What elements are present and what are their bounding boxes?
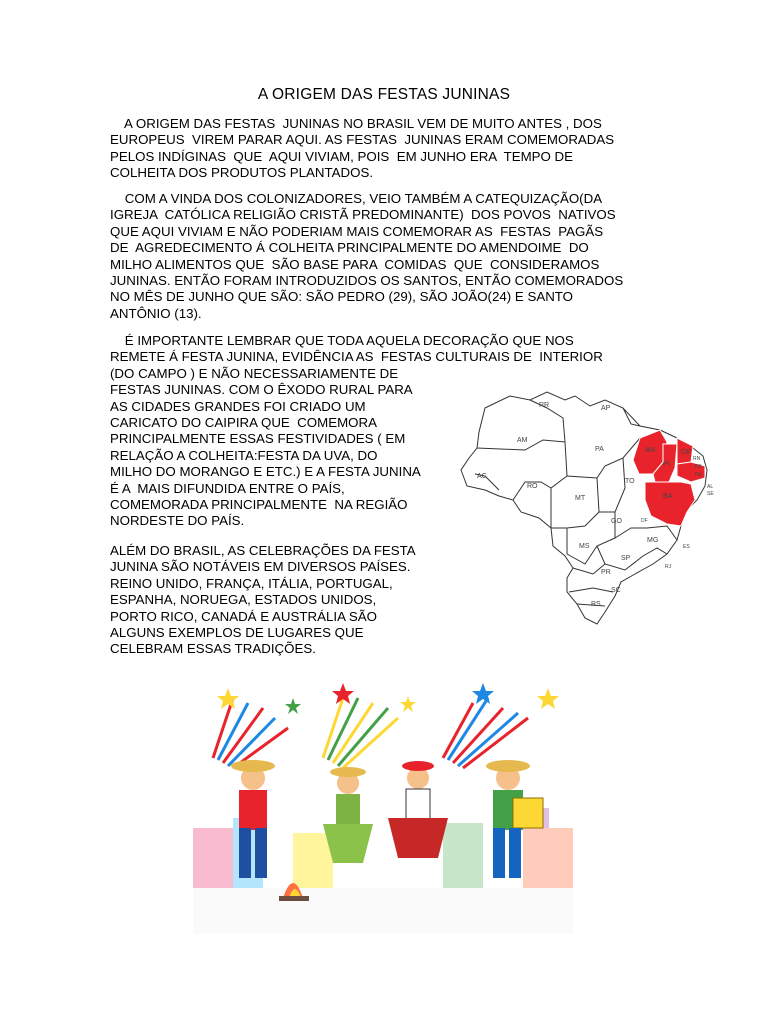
text-line: COM A VINDA DOS COLONIZADORES, VEIO TAMBÉM A CATEQUIZAÇÃO(DA <box>110 191 603 206</box>
text-line: CARICATO DO CAIPIRA QUE COMEMORA <box>110 415 377 431</box>
svg-text:PA: PA <box>595 446 604 453</box>
text-line: PELOS INDÍGINAS QUE AQUI VIVIAM, POIS EM JUNHO ERA TEMPO DE <box>110 148 574 164</box>
svg-text:ES: ES <box>683 544 690 550</box>
text-line: PORTO RICO, CANADÁ E AUSTRÁLIA SÃO <box>110 608 377 624</box>
svg-text:RR: RR <box>539 402 550 409</box>
text-line: CELEBRAM ESSAS TRADIÇÕES. <box>110 641 316 657</box>
svg-text:PR: PR <box>601 569 611 576</box>
svg-text:SP: SP <box>621 555 631 562</box>
text-line: IGREJA CATÓLICA RELIGIÃO CRISTÃ PREDOMINANTE) DOS POVOS NATIVOS <box>110 207 616 223</box>
document-title: A ORIGEM DAS FESTAS JUNINAS <box>257 86 511 103</box>
festa-junina-illustration <box>193 668 573 934</box>
svg-text:RN: RN <box>693 456 701 462</box>
svg-text:SC: SC <box>611 587 621 594</box>
brazil-map <box>455 378 730 628</box>
svg-text:AP: AP <box>601 405 611 412</box>
svg-text:MT: MT <box>575 495 586 502</box>
text-line: QUE AQUI VIVIAM E NÃO PODERIAM MAIS COMEMORAR AS FESTAS PAGÃS <box>110 223 604 239</box>
text-line: NORDESTE DO PAÍS. <box>110 513 245 529</box>
svg-text:AC: AC <box>477 473 487 480</box>
text-line: MILHO ALIMENTOS QUE SÃO BASE PARA COMIDAS QUE CONSIDERAMOS <box>110 256 600 272</box>
text-line: REINO UNIDO, FRANÇA, ITÁLIA, PORTUGAL, <box>110 575 393 591</box>
text-line: ALÉM DO BRASIL, AS CELEBRAÇÕES DA FESTA <box>110 543 416 558</box>
svg-text:RJ: RJ <box>665 564 672 570</box>
text-line: COLHEITA DOS PRODUTOS PLANTADOS. <box>110 165 374 181</box>
svg-text:DF: DF <box>641 518 648 524</box>
text-line: ANTÔNIO (13). <box>110 305 202 321</box>
text-line: É IMPORTANTE LEMBRAR QUE TODA AQUELA DECORAÇÃO QUE NOS <box>110 333 574 348</box>
svg-text:AL: AL <box>707 484 714 490</box>
text-line: JUNINAS. ENTÃO FORAM INTRODUZIDOS OS SANTOS, ENTÃO COMEMORADOS <box>110 273 624 289</box>
svg-text:RS: RS <box>591 601 601 608</box>
paragraph-1 <box>110 116 660 182</box>
svg-text:MG: MG <box>647 537 659 544</box>
text-line: JUNINA SÃO NOTÁVEIS EM DIVERSOS PAÍSES. <box>110 559 411 575</box>
svg-text:GO: GO <box>611 518 622 525</box>
svg-text:PI: PI <box>663 461 670 468</box>
text-line: NO MÊS DE JUNHO QUE SÃO: SÃO PEDRO (29), SÃO JOÃO(24) E SANTO <box>110 289 574 305</box>
text-line: (DO CAMPO ) E NÃO NECESSARIAMENTE DE <box>110 365 399 381</box>
text-line: FESTAS JUNINAS. COM O ÊXODO RURAL PARA <box>110 382 413 398</box>
svg-text:BA: BA <box>663 493 673 500</box>
text-line: PRINCIPALMENTE ESSAS FESTIVIDADES ( EM <box>110 431 406 447</box>
text-line: RELAÇÃO A COLHEITA:FESTA DA UVA, DO <box>110 447 378 463</box>
text-line: ALGUNS EXEMPLOS DE LUGARES QUE <box>110 625 364 641</box>
text-line: DE AGREDECIMENTO Á COLHEITA PRINCIPALMENTE DO AMENDOIME DO <box>110 240 589 256</box>
svg-text:PE: PE <box>695 472 702 478</box>
svg-text:TO: TO <box>625 478 635 485</box>
svg-text:RO: RO <box>527 483 538 490</box>
svg-text:SE: SE <box>707 491 714 497</box>
text-line: É A MAIS DIFUNDIDA ENTRE O PAÍS, <box>110 480 345 496</box>
text-line: COMEMORADA PRINCIPALMENTE NA REGIÃO <box>110 497 408 513</box>
text-line: A ORIGEM DAS FESTAS JUNINAS NO BRASIL VEM DE MUITO ANTES , DOS <box>110 116 602 131</box>
svg-text:MS: MS <box>579 543 590 550</box>
text-line: REMETE Á FESTA JUNINA, EVIDÊNCIA AS FESTAS CULTURAIS DE INTERIOR <box>110 349 603 365</box>
svg-text:MA: MA <box>645 447 656 454</box>
text-line: ESPANHA, NORUEGA, ESTADOS UNIDOS, <box>110 592 377 608</box>
svg-text:PB: PB <box>695 464 702 470</box>
text-line: MILHO DO MORANGO E ETC.) E A FESTA JUNINA <box>110 464 421 480</box>
text-line: AS CIDADES GRANDES FOI CRIADO UM <box>110 398 366 414</box>
svg-text:AM: AM <box>517 437 528 444</box>
paragraph-2 <box>110 191 660 322</box>
text-line: EUROPEUS VIREM PARAR AQUI. AS FESTAS JUNINAS ERAM COMEMORADAS <box>110 132 615 148</box>
svg-text:CE: CE <box>681 449 691 456</box>
